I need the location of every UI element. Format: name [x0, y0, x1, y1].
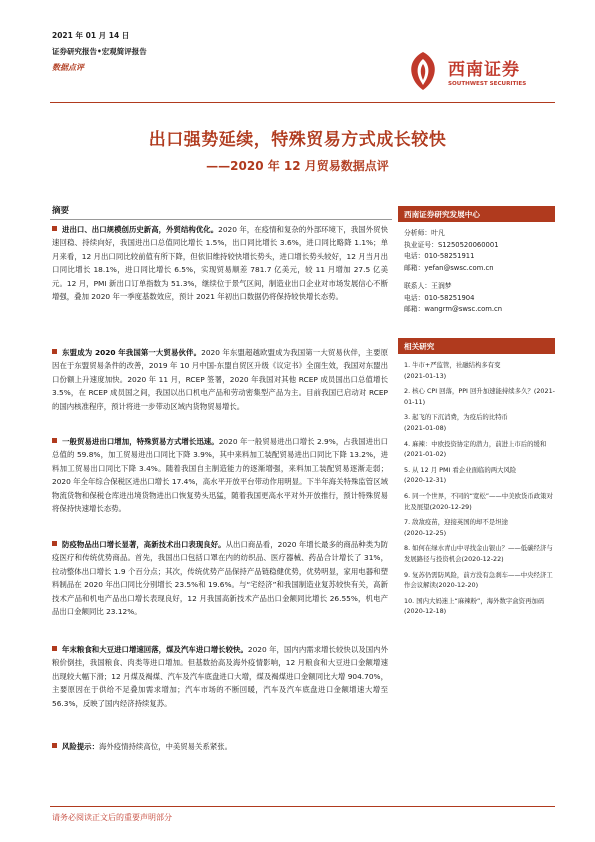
- contact-email[interactable]: 邮箱：wangrm@swsc.com.cn: [404, 305, 503, 314]
- report-title: 出口强势延续，特殊贸易方式成长较快: [148, 130, 447, 150]
- research-center-title: 西南证券研究发展中心: [398, 206, 555, 222]
- header-divider: [50, 102, 555, 103]
- paragraph-lead: 风险提示：: [62, 742, 99, 751]
- logo-cn-text: 西南证券: [448, 60, 520, 80]
- paragraph-body: 2020 年，国内内需求增长较快以及国内外粮价倒挂，我国粮食、肉类等进口增加。但基数抬高及海外疫情影响，12 月粮食和大豆进口金额增速出现较大幅下滑；12 月煤及褐煤、汽车及汽车底盘进口大增，煤及褐煤进口金额同比大增 904.70%，主要原因在于供给不足叠加需求增加；汽车市场的不断回暖，汽车及汽车底盘进口金额增速大增至 56.3%，反映了国内经济持续复苏。: [52, 645, 388, 708]
- report-type: 证券研究报告•宏观简评报告: [52, 47, 147, 56]
- related-item-text: 5. 从 12 月 PMI 看企业面临的两大风险: [404, 465, 517, 474]
- abstract-heading: 摘要: [52, 206, 70, 216]
- bullet-square-icon: [52, 438, 57, 443]
- bullet-square-icon: [52, 226, 57, 231]
- report-subtitle: ——2020 年 12 月贸易数据点评: [206, 159, 389, 173]
- related-item-text: 10. 国内大妈迷上“麻辣粉”，海外数字盒资再加码: [404, 596, 545, 605]
- related-item-date: (2020-12-29): [429, 502, 472, 511]
- report-date: 2021 年 01 月 14 日: [52, 31, 130, 40]
- risk-warning: [52, 740, 388, 753]
- related-item[interactable]: [398, 439, 555, 460]
- related-item-date: (2021-01-02): [404, 450, 447, 459]
- paragraph-lead: 年末粮食和大豆进口增速回落，煤及汽车进口增长较快。: [62, 645, 248, 654]
- sidebar-research-center: [398, 206, 555, 316]
- related-item-date: (2020-12-22): [461, 554, 504, 563]
- contact-name: 联系人：王润梦: [404, 281, 452, 290]
- paragraph-body: 海外疫情持续高位，中美贸易关系紧张。: [98, 742, 233, 751]
- company-logo: [404, 50, 554, 98]
- paragraph-body: 从出口商品看，2020 年增长最多的商品种类为防疫医疗和传统优势商品。首先，我国出口包括口罩在内的纺织品、医疗器械、药品合计增长了 31%，拉动整体出口增长 1.9 个百分点；其次，传统优势产品保持产品链稳健优势，优势明显，家用电器和塑料制品在 2020 年出口同比分别增长 23.5%和 19.6%。与“宅经济”和我国制造业复苏较快有关，高新技术产品和机电产品出口增长表现良好，12 月我国高新技术产品出口金额同比增长 26.55%，机电产品出口金额同比 23.12%。: [52, 540, 388, 617]
- related-item[interactable]: [398, 386, 555, 407]
- related-item-text: 2. 核心 CPI 回落，PPI 回升加速能持续多久？: [404, 387, 534, 396]
- related-item-text: 7. 敌敌疫苗，迎接英国的却不是坦途: [404, 518, 508, 527]
- paragraph-body: 2020 年东盟超越欧盟成为我国第一大贸易伙伴，主要原因在于东盟贸易条件的改善，2019 年 10 月中国-东盟自贸区升级《议定书》全面生效，我国对东盟出口份额上升速度加快。2020 年 11 月，RCEP 签署，2020 年我国对其他 RCEP 成员国出口总值增长 3.5%，在 RCEP 成员国之间，我国以出口机电产品和劳动密集型产品为主。目前我国已启动对 RCEP 的国内核准程序，预计将进一步带动区域内货物贸易增长。: [52, 348, 388, 411]
- related-item-text: 8. 如何在绿水青山中寻找金山银山？——低碳经济与发展路径与投资机会: [404, 544, 553, 563]
- paragraph-lead: 防疫物品出口增长显著，高新技术出口表现良好。: [62, 540, 226, 549]
- paragraph-body: 2020 年一般贸易进出口增长 2.9%，占我国进出口总值的 59.8%，加工贸易进出口同比下降 3.9%，其中来料加工装配贸易进出口同比下降 13.2%，进料加工贸易出口同比下降 3.4%。随着我国自主制造能力的逐渐增强，来料加工装配贸易逐渐走弱；2020 年全年综合保税区进出口增长 17.4%，高水平开放平台带动作用明显。下半年海关特殊监管区域物流货物和保税仓库进出境货物进出口恢复势头迅猛，随着我国更高水平对外开放推行，预计特殊贸易将保持快速增长态势。: [52, 437, 388, 514]
- paragraph-lead: 进出口、出口规模创历史新高，外贸结构优化。: [62, 225, 219, 234]
- related-item-date: (2020-12-20): [435, 581, 479, 590]
- related-item-date: (2020-12-31): [404, 476, 447, 485]
- paragraph-lead: 东盟成为 2020 年我国第一大贸易伙伴。: [62, 348, 202, 357]
- related-item[interactable]: [398, 412, 555, 433]
- abstract-paragraph-3: [52, 435, 388, 515]
- related-item[interactable]: [398, 570, 555, 591]
- related-item[interactable]: [398, 465, 555, 486]
- analyst-email[interactable]: 邮箱：yefan@swsc.com.cn: [404, 264, 494, 273]
- related-item-date: (2020-12-18): [404, 607, 447, 616]
- abstract-paragraph-4: [52, 538, 388, 618]
- related-item-text: 1. 牛市+严监管，社融结构多有变: [404, 361, 501, 369]
- abstract-paragraph-2: [52, 346, 388, 413]
- report-subtype: 数据点评: [52, 63, 84, 72]
- contact-phone: 电话：010-58251904: [404, 293, 475, 302]
- related-item-date: (2021-01-08): [404, 423, 447, 432]
- analyst-phone: 电话：010-58251911: [404, 252, 475, 261]
- bullet-square-icon: [52, 349, 57, 354]
- related-item-date: (2021-01-11): [404, 387, 555, 406]
- related-research-title: 相关研究: [398, 338, 555, 354]
- logo-mark-icon: [404, 50, 442, 92]
- analyst-name: 分析师：叶凡: [404, 229, 445, 237]
- footer-divider: [50, 806, 555, 807]
- related-item-text: 3. 起飞的下沉消费，为疫后的比特币: [404, 413, 508, 422]
- related-item-date: (2020-12-25): [404, 528, 447, 537]
- abstract-divider: [50, 219, 392, 220]
- abstract-paragraph-5: [52, 643, 388, 710]
- bullet-square-icon: [52, 743, 57, 748]
- related-item[interactable]: [398, 543, 555, 564]
- paragraph-lead: 一般贸易进出口增加，特殊贸易方式增长迅速。: [62, 437, 219, 446]
- related-item[interactable]: [398, 360, 555, 381]
- analyst-license: 执业证号：S1250520060001: [404, 240, 499, 249]
- related-item[interactable]: [398, 517, 555, 538]
- bullet-square-icon: [52, 646, 57, 651]
- sidebar-related-research: [398, 338, 555, 622]
- logo-en-text: SOUTHWEST SECURITIES: [448, 81, 527, 87]
- related-item[interactable]: [398, 491, 555, 512]
- abstract-paragraph-1: [52, 223, 388, 303]
- footer-disclaimer: 请务必阅读正文后的重要声明部分: [52, 813, 172, 822]
- bullet-square-icon: [52, 541, 57, 546]
- related-item-text: 4. 麻辣：中欧投资协定的潜力，前进上市后的缓和: [404, 439, 547, 448]
- paragraph-body: 2020 年，在疫情和复杂的外部环境下，我国外贸快速回稳、持续向好，我国进出口总值同比增长 1.5%，出口同比增长 3.6%，进口同比略降 1.1%；单月来看，12 月出口同比较前值有所下降，但依旧维持较快增长势头，进口增长势头较好，12 月当月出口同比增长 18.1%，进口同比增长 6.5%，实现贸易顺差 781.7 亿美元，较 11 月增加 27.5 亿美元。12 月，PMI 新出口订单指数为 51.3%，继续位于景气区间，制造业出口企业对市场发展信心不断增强，叠加 2020 年一季度基数效应，预计 2021 年初出口数据仍将保持较快增长态势。: [52, 225, 388, 302]
- related-item-text: 6. 同一个世界，不同的“宽松”——中美欧货币政策对比及展望: [404, 491, 553, 511]
- related-item-date: (2021-01-13): [404, 371, 447, 380]
- related-item[interactable]: [398, 596, 555, 617]
- related-item-text: 9. 复苏仍需防风险，前方没有急刹车——中央经济工作会议解读: [404, 570, 553, 590]
